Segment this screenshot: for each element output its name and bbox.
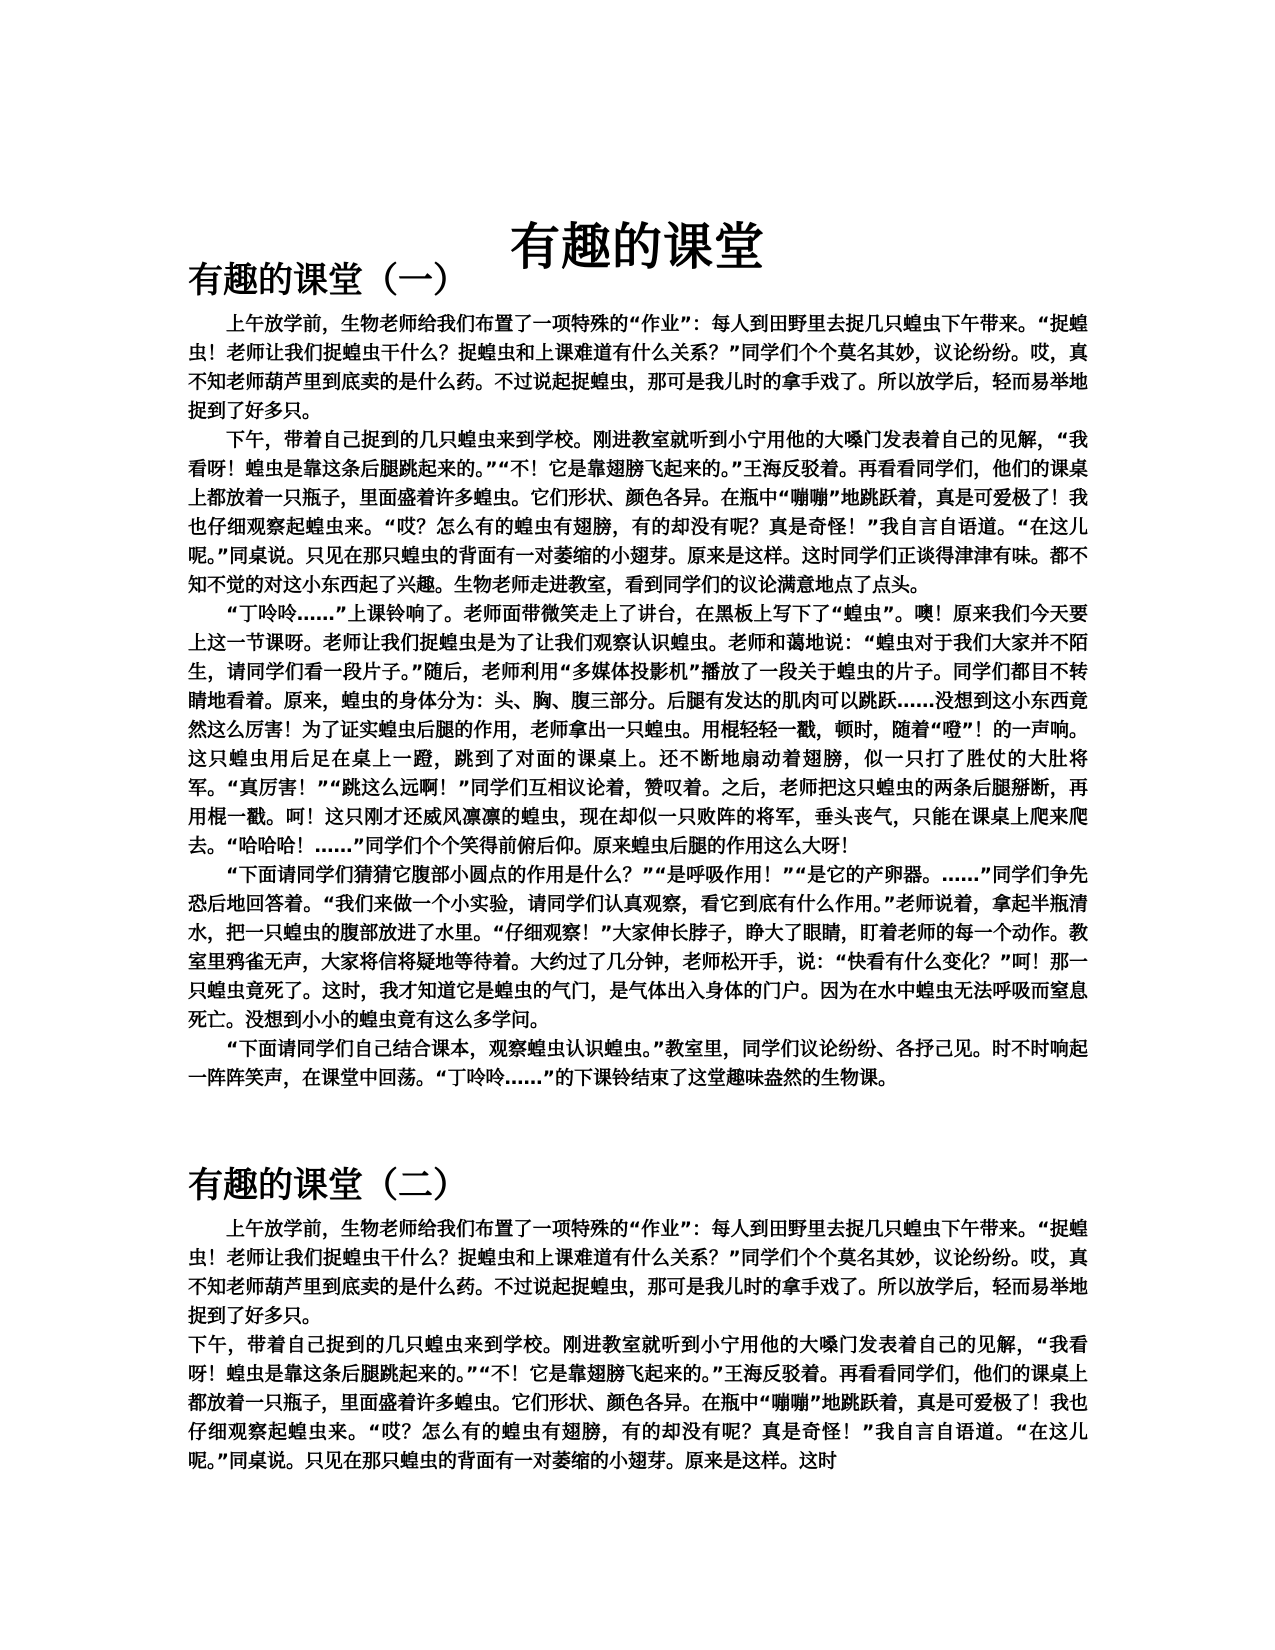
paragraph: 上午放学前，生物老师给我们布置了一项特殊的“作业”：每人到田野里去捉几只蝗虫下午带来。“捉蝗虫！老师让我们捉蝗虫干什么？捉蝗虫和上课难道有什么关系？”同学们个个莫名其妙，议论纷纷。哎，真不知老师葫芦里到底卖的是什么药。不过说起捉蝗虫，那可是我儿时的拿手戏了。所以放学后，轻而易举地捉到了好多只。 xyxy=(188,1218,1088,1327)
paragraph: “下面请同学们自己结合课本，观察蝗虫认识蝗虫。”教室里，同学们议论纷纷、各抒己见。时不时响起一阵阵笑声，在课堂中回荡。“丁呤呤……”的下课铃结束了这堂趣味盎然的生物课。 xyxy=(188,1038,1088,1089)
section-heading: 有趣的课堂（一） xyxy=(188,261,469,301)
paragraph: “下面请同学们猜猜它腹部小圆点的作用是什么？”“是呼吸作用！”“是它的产卵器。……”同学们争先恐后地回答着。“我们来做一个小实验，请同学们认真观察，看它到底有什么作用。”老师说着，拿起半瓶清水，把一只蝗虫的腹部放进了水里。“仔细观察！”大家伸长脖子，睁大了眼睛，盯着老师的每一个动作。教室里鸦雀无声，大家将信将疑地等待着。大约过了几分钟，老师松开手，说：“快看有什么变化？”呵！那一只蝗虫竟死了。这时，我才知道它是蝗虫的气门，是气体出入身体的门户。因为在水中蝗虫无法呼吸而窒息死亡。没想到小小的蝗虫竟有这么多学问。 xyxy=(188,864,1088,1031)
section-two xyxy=(188,1157,1088,1476)
paragraph: 下午，带着自己捉到的几只蝗虫来到学校。刚进教室就听到小宁用他的大嗓门发表着自己的见解，“我看呀！蝗虫是靠这条后腿跳起来的。”“不！它是靠翅膀飞起来的。”王海反驳着。再看看同学们，他们的课桌上都放着一只瓶子，里面盛着许多蝗虫。它们形状、颜色各异。在瓶中“嘣嘣”地跳跃着，真是可爱极了！我也仔细观察起蝗虫来。“哎？怎么有的蝗虫有翅膀，有的却没有呢？真是奇怪！”我自言自语道。“在这儿呢。”同桌说。只见在那只蝗虫的背面有一对萎缩的小翅芽。原来是这样。这时 xyxy=(188,1334,1088,1472)
paragraph: 下午，带着自己捉到的几只蝗虫来到学校。刚进教室就听到小宁用他的大嗓门发表着自己的见解，“我看呀！蝗虫是靠这条后腿跳起来的。”“不！它是靠翅膀飞起来的。”王海反驳着。再看看同学们，他们的课桌上都放着一只瓶子，里面盛着许多蝗虫。它们形状、颜色各异。在瓶中“嘣嘣”地跳跃着，真是可爱极了！我也仔细观察起蝗虫来。“哎？怎么有的蝗虫有翅膀，有的却没有呢？真是奇怪！”我自言自语道。“在这儿呢。”同桌说。只见在那只蝗虫的背面有一对萎缩的小翅芽。原来是这样。这时同学们正谈得津津有味。都不知不觉的对这小东西起了兴趣。生物老师走进教室，看到同学们的议论满意地点了点头。 xyxy=(188,429,1088,596)
section-one xyxy=(188,252,1088,1093)
document-title: 有趣的课堂 xyxy=(510,217,765,276)
paragraph: “丁呤呤……”上课铃响了。老师面带微笑走上了讲台，在黑板上写下了“蝗虫”。噢！原来我们今天要上这一节课呀。老师让我们捉蝗虫是为了让我们观察认识蝗虫。老师和蔼地说：“蝗虫对于我们大家并不陌生，请同学们看一段片子。”随后，老师利用“多媒体投影机”播放了一段关于蝗虫的片子。同学们都目不转睛地看着。原来，蝗虫的身体分为：头、胸、腹三部分。后腿有发达的肌肉可以跳跃……没想到这小东西竟然这么厉害！为了证实蝗虫后腿的作用，老师拿出一只蝗虫。用棍轻轻一戳，顿时，随着“噔”！的一声响。这只蝗虫用后足在桌上一蹬，跳到了对面的课桌上。还不断地扇动着翅膀，似一只打了胜仗的大肚将军。“真厉害！”“跳这么远啊！”同学们互相议论着，赞叹着。之后，老师把这只蝗虫的两条后腿掰断，再用棍一戳。呵！这只刚才还威风凛凛的蝗虫，现在却似一只败阵的将军，垂头丧气，只能在课桌上爬来爬去。“哈哈哈！……”同学们个个笑得前俯后仰。原来蝗虫后腿的作用这么大呀！ xyxy=(188,603,1088,857)
paragraph: 上午放学前，生物老师给我们布置了一项特殊的“作业”：每人到田野里去捉几只蝗虫下午带来。“捉蝗虫！老师让我们捉蝗虫干什么？捉蝗虫和上课难道有什么关系？”同学们个个莫名其妙，议论纷纷。哎，真不知老师葫芦里到底卖的是什么药。不过说起捉蝗虫，那可是我儿时的拿手戏了。所以放学后，轻而易举地捉到了好多只。 xyxy=(188,313,1088,422)
section-heading: 有趣的课堂（二） xyxy=(188,1166,469,1206)
